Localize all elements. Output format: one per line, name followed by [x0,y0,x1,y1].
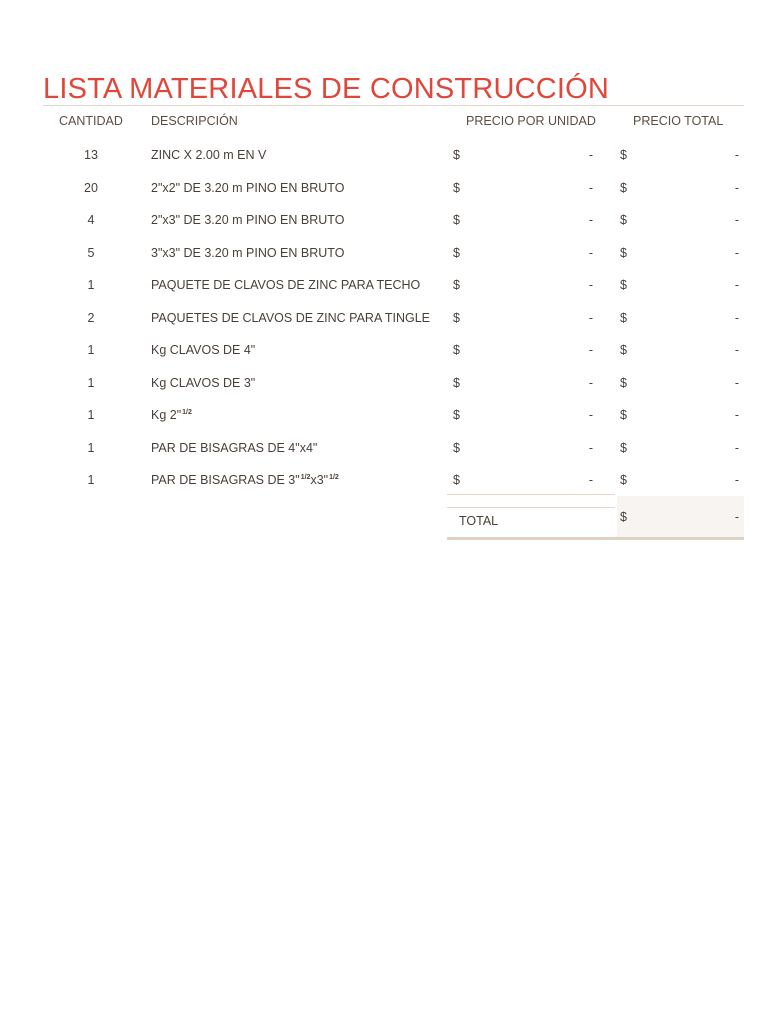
description-text-continued: x3" [310,473,329,487]
unit-price-currency: $ [453,148,460,162]
unit-price-value: - [588,473,593,487]
unit-price-currency: $ [453,375,460,390]
unit-price-currency: $ [453,180,460,195]
header-unit-price: PRECIO POR UNIDAD [466,114,596,128]
quantity-cell: 1 [87,473,95,487]
description-cell [151,441,317,455]
table-row [0,301,768,334]
description-cell [151,181,344,195]
unit-price-currency: $ [453,245,460,260]
unit-price-currency: $ [453,473,460,487]
description-text: 2"x2" DE 3.20 m PINO EN BRUTO [151,180,345,195]
total-bottom-border [447,537,744,540]
description-cell [151,473,339,487]
header-description: DESCRIPCIÓN [151,114,238,128]
total-price-value: - [734,375,739,390]
quantity-cell: 4 [87,213,95,227]
table-divider [447,494,615,495]
description-cell [151,343,255,357]
description-text: PAR DE BISAGRAS DE 4"x4" [151,440,318,455]
quantity-cell: 13 [84,148,98,162]
unit-price-currency: $ [453,310,460,325]
total-label: TOTAL [459,514,499,528]
total-price-currency: $ [620,408,627,422]
unit-price-value: - [588,343,593,357]
description-cell [151,148,266,162]
total-value: - [734,510,739,524]
fraction-superscript: 1/2 [182,409,192,416]
unit-price-value: - [588,278,593,292]
table-row [0,203,768,236]
unit-price-value: - [588,310,593,325]
unit-price-value: - [588,148,593,162]
total-price-value: - [734,245,739,260]
description-cell [151,278,420,292]
total-divider [447,507,615,508]
table-row [0,138,768,171]
total-price-currency: $ [620,343,627,357]
unit-price-value: - [588,180,593,195]
quantity-cell: 20 [84,180,98,195]
description-text: PAR DE BISAGRAS DE 3" [151,473,300,487]
total-currency: $ [620,510,627,524]
unit-price-value: - [588,375,593,390]
unit-price-value: - [588,245,593,260]
table-row [0,333,768,366]
quantity-cell: 1 [87,278,95,292]
unit-price-currency: $ [453,213,460,227]
total-price-currency: $ [620,440,627,455]
table-row [0,236,768,269]
quantity-cell: 2 [87,310,95,325]
table-row [0,431,768,464]
unit-price-currency: $ [453,408,460,422]
description-text: PAQUETES DE CLAVOS DE ZINC PARA TINGLE [151,310,431,325]
total-price-currency: $ [620,180,627,195]
materials-table [0,138,768,496]
fraction-superscript: 1/2 [300,474,311,481]
quantity-cell: 1 [87,440,95,455]
table-row [0,398,768,431]
total-price-value: - [734,440,739,455]
total-price-value: - [734,180,739,195]
table-row [0,366,768,399]
table-row [0,268,768,301]
description-cell [151,311,430,325]
total-price-currency: $ [620,473,627,487]
header-total-price: PRECIO TOTAL [633,114,724,128]
unit-price-currency: $ [453,343,460,357]
quantity-cell: 1 [87,375,95,390]
page-title: LISTA MATERIALES DE CONSTRUCCIÓN [43,73,610,105]
unit-price-currency: $ [453,440,460,455]
total-price-value: - [734,310,739,325]
unit-price-value: - [588,408,593,422]
total-price-value: - [734,278,739,292]
description-text: 2"x3" DE 3.20 m PINO EN BRUTO [151,213,345,227]
description-text: PAQUETE DE CLAVOS DE ZINC PARA TECHO [151,278,421,292]
unit-price-value: - [588,440,593,455]
quantity-cell: 1 [87,408,95,422]
total-price-currency: $ [620,245,627,260]
total-price-currency: $ [620,375,627,390]
description-cell [151,376,255,390]
total-price-value: - [734,473,739,487]
description-text: 3"x3" DE 3.20 m PINO EN BRUTO [151,245,345,260]
title-divider [43,105,744,106]
total-price-currency: $ [620,148,627,162]
table-row [0,171,768,204]
unit-price-currency: $ [453,278,460,292]
total-price-value: - [734,408,739,422]
total-price-value: - [734,213,739,227]
quantity-cell: 5 [87,245,95,260]
total-price-currency: $ [620,213,627,227]
total-price-value: - [734,148,739,162]
description-cell [151,246,344,260]
total-price-value: - [734,343,739,357]
description-cell [151,213,344,227]
fraction-superscript: 1/2 [329,474,339,481]
quantity-cell: 1 [87,343,95,357]
description-text: ZINC X 2.00 m EN V [151,148,267,162]
description-cell [151,408,192,422]
total-price-currency: $ [620,310,627,325]
description-text: Kg 2" [151,408,182,422]
description-text: Kg CLAVOS DE 4" [151,343,256,357]
unit-price-value: - [588,213,593,227]
total-price-currency: $ [620,278,627,292]
header-quantity: CANTIDAD [59,114,123,128]
table-row [0,463,768,496]
description-text: Kg CLAVOS DE 3" [151,375,256,390]
